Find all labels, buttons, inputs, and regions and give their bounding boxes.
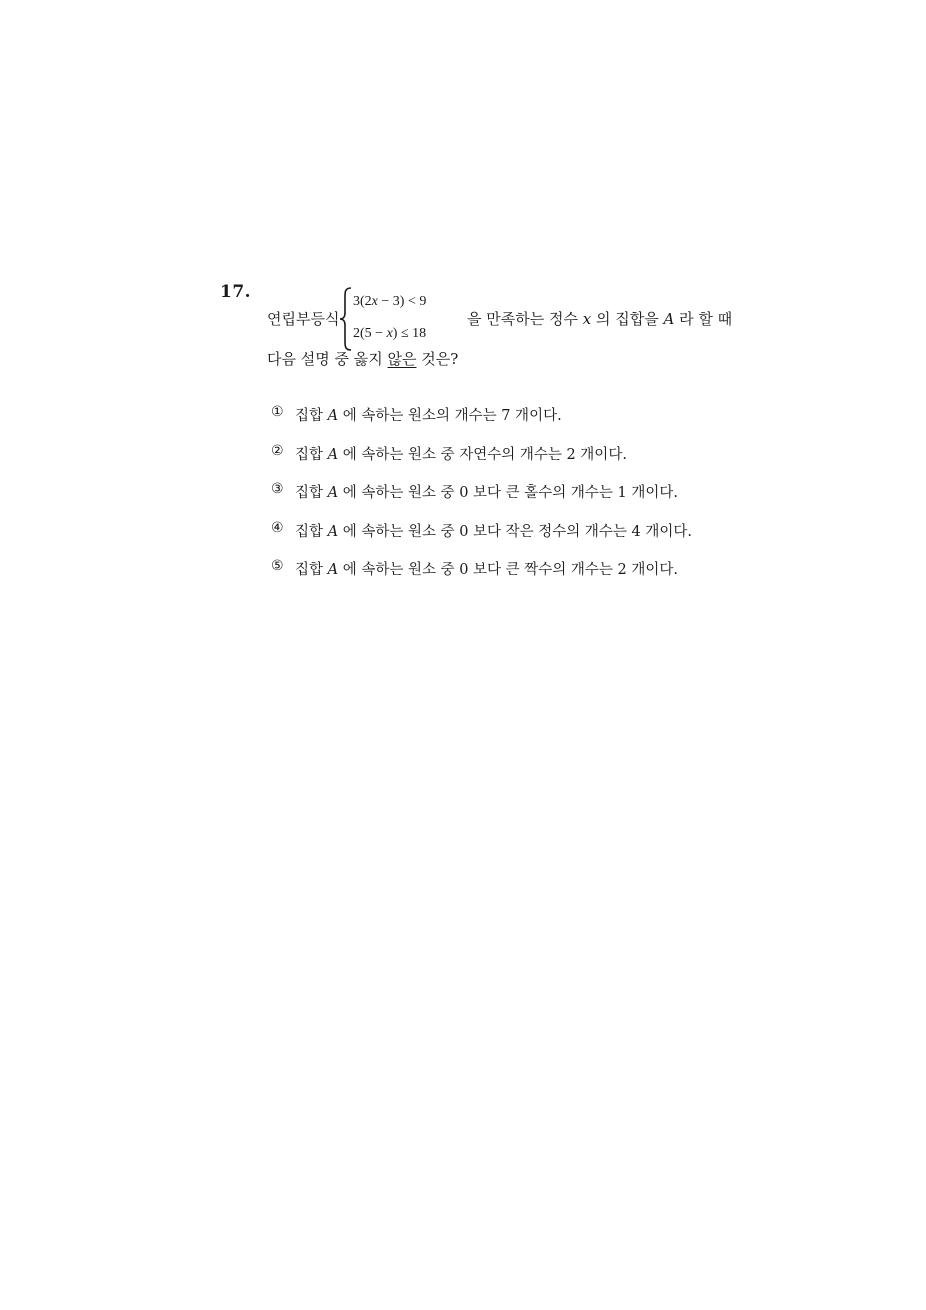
stem-tail-part3: 라 할 때: [674, 310, 733, 328]
question-stem-line2: [267, 348, 458, 369]
option-marker: ⑤: [271, 558, 284, 574]
inequality-1: [353, 294, 426, 310]
inequality-2-variable: x: [386, 326, 393, 341]
option-text: [295, 481, 678, 502]
stem-underlined-word: 않은: [387, 350, 417, 368]
stem-line2-after: 것은?: [416, 350, 459, 368]
option-suffix: 에 속하는 원소의 개수는 7 개이다.: [338, 408, 562, 424]
option-variable: A: [327, 485, 339, 501]
answer-option-2[interactable]: [271, 443, 692, 482]
answer-option-4[interactable]: [271, 520, 692, 559]
stem-tail-part1: 을 만족하는 정수: [467, 310, 583, 328]
option-text: [295, 558, 678, 579]
question-stem-lead: 연립부등식: [267, 310, 340, 328]
answer-option-3[interactable]: [271, 481, 692, 520]
option-text: [295, 520, 692, 541]
option-prefix: 집합: [295, 523, 328, 540]
variable-A: A: [663, 310, 675, 328]
option-suffix: 에 속하는 원소 중 0 보다 작은 정수의 개수는 4 개이다.: [338, 523, 693, 540]
inequality-1-left: 3(2: [353, 294, 372, 309]
option-variable: A: [327, 562, 339, 578]
option-variable: A: [327, 523, 339, 540]
option-prefix: 집합: [295, 562, 328, 578]
option-suffix: 에 속하는 원소 중 0 보다 큰 짝수의 개수는 2 개이다.: [338, 562, 679, 578]
inequality-1-variable: x: [371, 294, 378, 309]
option-marker: ④: [271, 519, 284, 536]
option-variable: A: [327, 408, 339, 424]
option-marker: ①: [271, 404, 284, 420]
option-suffix: 에 속하는 원소 중 0 보다 큰 홀수의 개수는 1 개이다.: [338, 485, 679, 501]
option-variable: A: [327, 446, 339, 463]
question-stem-tail: [467, 308, 732, 329]
inequality-2-right: ) ≤ 18: [392, 326, 427, 341]
option-suffix: 에 속하는 원소 중 자연수의 개수는 2 개이다.: [338, 446, 627, 463]
inequality-1-right: − 3) < 9: [377, 294, 427, 309]
left-brace-icon: [339, 287, 353, 351]
variable-x: x: [582, 310, 592, 328]
option-prefix: 집합: [295, 446, 328, 463]
option-marker: ③: [271, 481, 284, 497]
stem-tail-part2: 의 집합을: [591, 310, 664, 328]
stem-line2-before: 다음 설명 중 옳지: [267, 350, 388, 368]
option-text: [295, 443, 627, 464]
option-prefix: 집합: [295, 408, 328, 424]
question-number: 17.: [220, 282, 252, 302]
answer-option-1[interactable]: [271, 404, 692, 443]
option-marker: ②: [271, 442, 284, 459]
inequality-2-left: 2(5 −: [353, 326, 387, 341]
option-text: [295, 404, 562, 425]
answer-options: [271, 404, 692, 597]
answer-option-5[interactable]: [271, 558, 692, 597]
inequality-2: [353, 326, 426, 342]
option-prefix: 집합: [295, 485, 328, 501]
